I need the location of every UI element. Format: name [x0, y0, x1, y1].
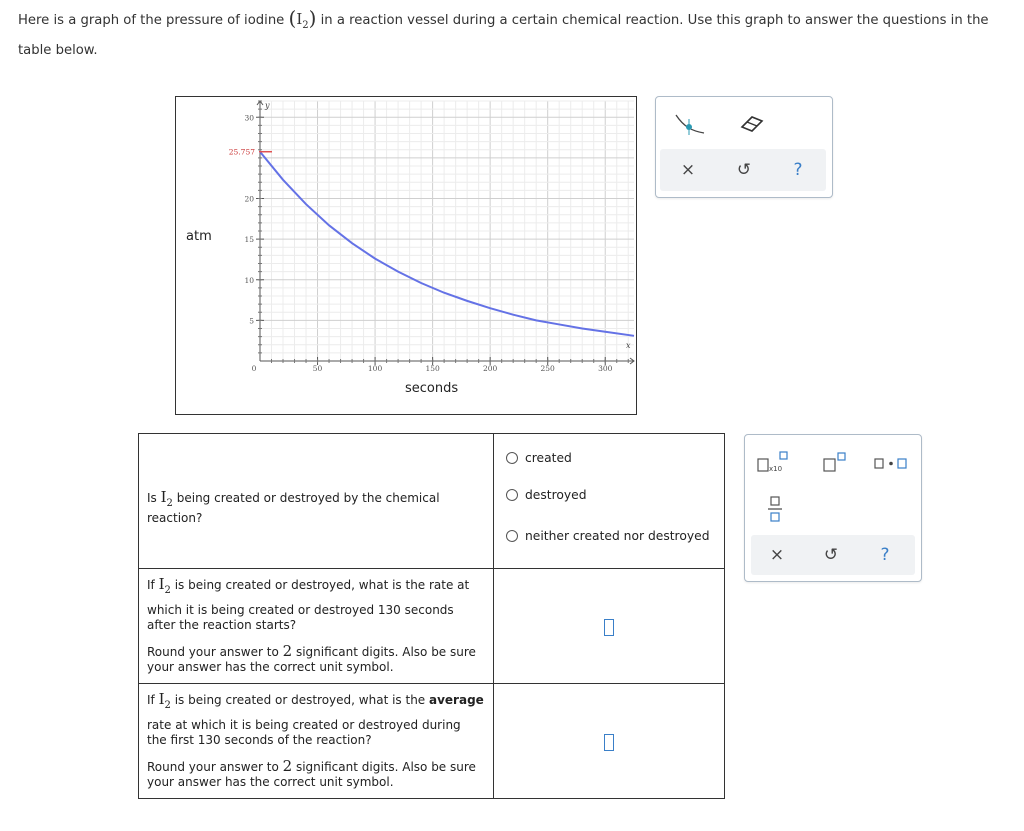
x-tick-label: 100: [367, 364, 383, 373]
graph-tools-action-row: [660, 149, 826, 191]
sci-notation-button[interactable]: [755, 449, 791, 477]
x-tick-label: 200: [482, 364, 498, 373]
y-axis-letter: y: [265, 101, 270, 110]
help-math-button[interactable]: ?: [880, 545, 890, 565]
math-tools-action-row: [751, 535, 915, 575]
sci-notation-label: x10: [769, 465, 783, 473]
x-tick-label: 300: [598, 364, 613, 373]
radio-destroyed[interactable]: [506, 489, 518, 501]
sci-notation-icon: [756, 451, 790, 475]
option-neither[interactable]: neither created nor destroyed: [506, 529, 710, 543]
graph-panel: [175, 96, 637, 415]
superscript-icon: [820, 451, 850, 475]
q2-answer-input[interactable]: [604, 619, 614, 636]
fraction-icon: [767, 495, 783, 523]
option-created[interactable]: created: [506, 451, 572, 465]
multiply-dot-icon: [873, 453, 909, 473]
q2-text: If $I_2$ is being created or destroyed, what is the rate at which it is being created or destroyed 130 seconds after the reaction starts? Round your answer to 2 significant digits. Also be sure your answer has the correct unit symbol.: [147, 575, 476, 674]
pressure-curve: [260, 152, 634, 336]
y-tick-label: 20: [244, 194, 254, 204]
superscript-button[interactable]: [817, 449, 853, 477]
q3-text: If $I_2$ is being created or destroyed, what is the average rate at which it is being created or destroyed during the first 130 seconds of the reaction? Round your answer to 2 significant digits. Also be sure your answer has the correct unit symbol.: [147, 690, 484, 789]
undo-math-button[interactable]: ↺: [823, 545, 839, 565]
eraser-tool-button[interactable]: [732, 105, 772, 141]
option-destroyed[interactable]: destroyed: [506, 488, 587, 502]
fraction-button[interactable]: [759, 493, 791, 525]
line-tool-icon: [672, 109, 708, 137]
x-axis-letter: x: [626, 341, 631, 350]
math-tools-panel: [744, 434, 922, 582]
q3-answer-cell: [494, 684, 725, 799]
y-tick-label: 15: [244, 235, 254, 245]
undo-graph-button[interactable]: ↺: [736, 160, 752, 180]
highlight-label: 25.757: [228, 147, 255, 157]
eraser-icon: [738, 111, 766, 135]
radio-created[interactable]: [506, 452, 518, 464]
q3-answer-input[interactable]: [604, 734, 614, 751]
intro-text: Here is a graph of the pressure of iodine $(I_2)$ in a reaction vessel during a certain chemical reaction. Use this graph to answer the questions in the table below.: [18, 6, 989, 58]
q2-answer-cell: [494, 569, 725, 684]
x-tick-label: 150: [425, 364, 440, 373]
x-tick-label: 250: [540, 364, 555, 373]
clear-graph-button[interactable]: ×: [680, 160, 696, 180]
x-tick-label: 0: [251, 364, 257, 373]
question-table: [138, 433, 725, 799]
x-tick-label: 50: [312, 364, 323, 373]
q3-cell: [139, 684, 494, 799]
q1-options-cell: [494, 434, 725, 569]
graph-tools-panel: [655, 96, 833, 198]
y-tick-label: 10: [244, 275, 254, 285]
x-axis-title: seconds: [405, 381, 459, 396]
q1-text: Is $I_2$ being created or destroyed by the chemical reaction?: [147, 488, 440, 525]
y-tick-label: 30: [244, 113, 254, 123]
help-graph-button[interactable]: ?: [793, 160, 803, 180]
q1-cell: [139, 434, 494, 569]
iodine-formula: $I_2$: [296, 10, 309, 31]
y-axis-title: atm: [186, 229, 212, 244]
clear-math-button[interactable]: ×: [769, 545, 785, 565]
pressure-chart[interactable]: [176, 97, 636, 414]
line-tool-button[interactable]: [670, 105, 710, 141]
multiply-dot-button[interactable]: [873, 449, 909, 477]
q2-cell: [139, 569, 494, 684]
y-tick-label: 5: [249, 316, 254, 326]
radio-neither[interactable]: [506, 530, 518, 542]
